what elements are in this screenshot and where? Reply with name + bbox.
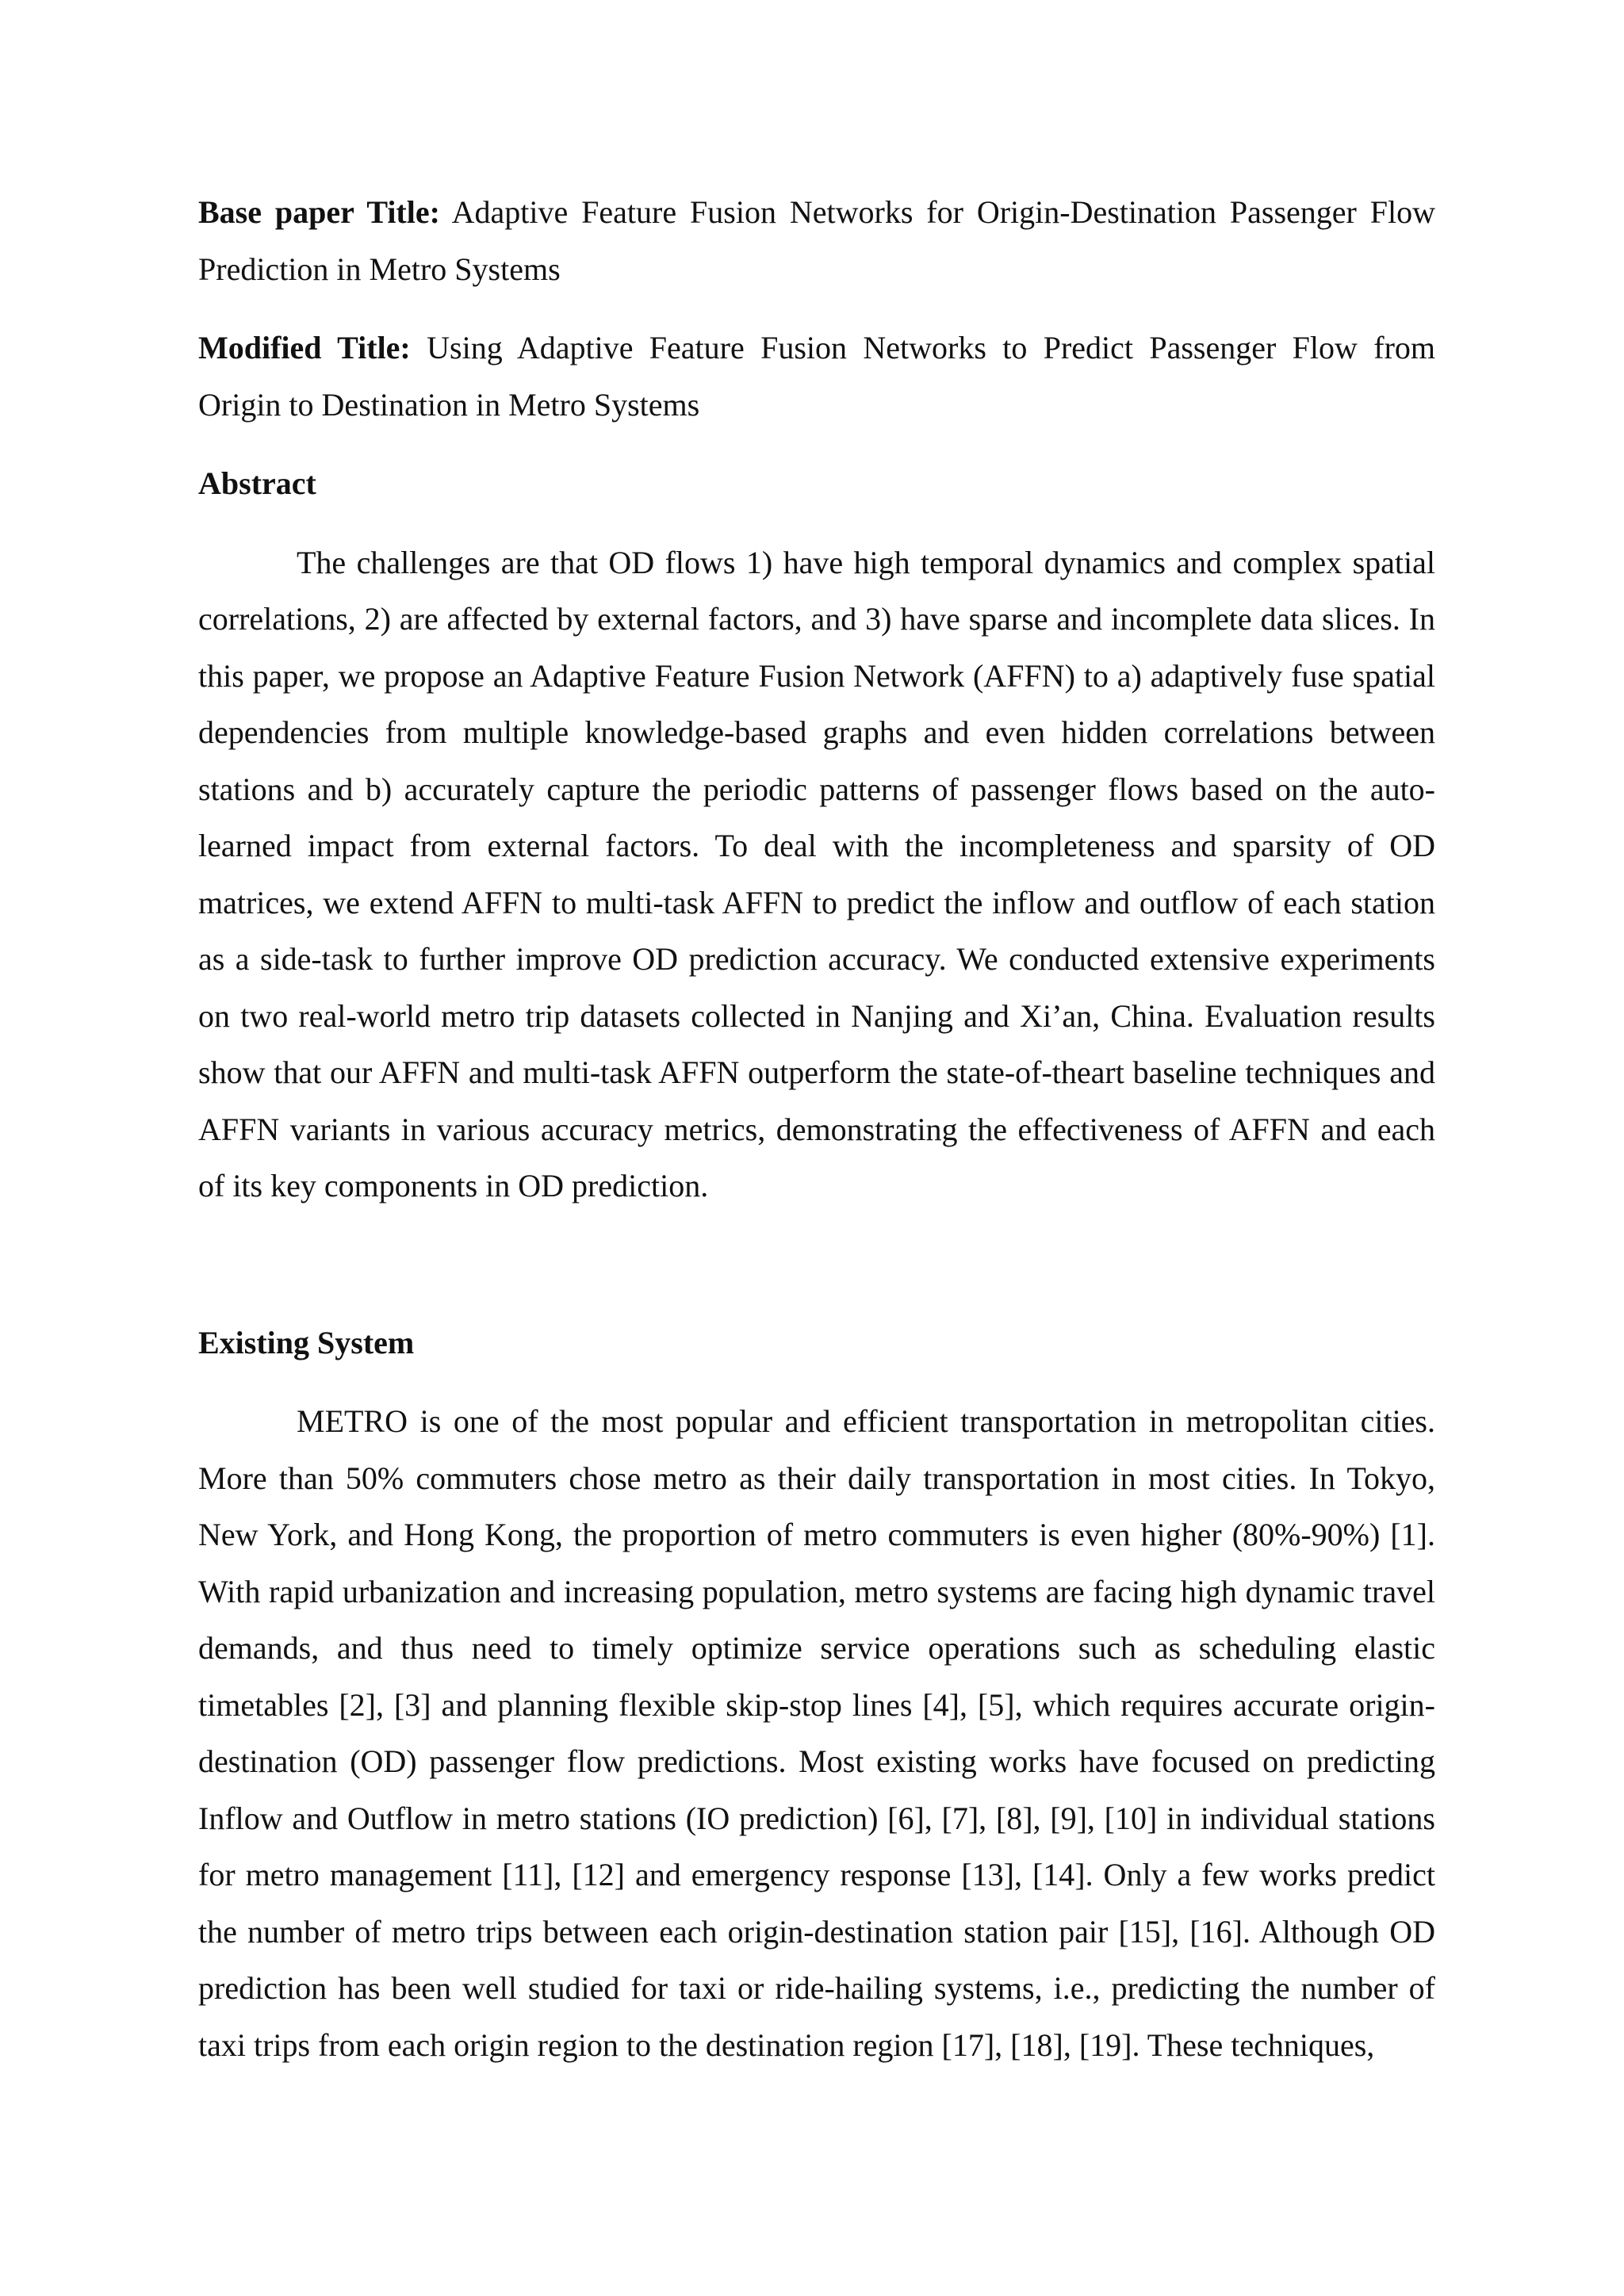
modified-title-label: Modified Title:: [198, 330, 411, 365]
base-paper-title-label: Base paper Title:: [198, 194, 440, 230]
base-paper-title: [198, 184, 1435, 297]
modified-title: [198, 320, 1435, 433]
abstract-heading: Abstract: [198, 465, 316, 501]
modified-title-text: Using Adaptive Feature Fusion Networks to Predict Passenger Flow from Origin to Destination in Metro Systems: [198, 330, 1436, 423]
document-page: [198, 184, 1435, 2073]
existing-system-heading: Existing System: [198, 1324, 415, 1360]
base-paper-title-text: Adaptive Feature Fusion Networks for Origin-Destination Passenger Flow Prediction in Metro Systems: [198, 194, 1436, 287]
existing-system-paragraph: METRO is one of the most popular and efficient transportation in metropolitan cities. More than 50% commuters chose metro as their daily transportation in most cities. In Tokyo, New York, and Hong Kong, the proportion of metro commuters is even higher (80%-90%) [1]. With rapid urbanization and increasing population, metro systems are facing high dynamic travel demands, and thus need to timely optimize service operations such as scheduling elastic timetables [2], [3] and planning flexible skip-stop lines [4], [5], which requires accurate origin-destination (OD) passenger flow predictions. Most existing works have focused on predicting Inflow and Outflow in metro stations (IO prediction) [6], [7], [8], [9], [10] in individual stations for metro management [11], [12] and emergency response [13], [14]. Only a few works predict the number of metro trips between each origin-destination station pair [15], [16]. Although OD prediction has been well studied for taxi or ride-hailing systems, i.e., predicting the number of taxi trips from each origin region to the destination region [17], [18], [19]. These techniques,: [198, 1403, 1435, 2063]
abstract-paragraph: The challenges are that OD flows 1) have high temporal dynamics and complex spatial correlations, 2) are affected by external factors, and 3) have sparse and incomplete data slices. In this paper, we propose an Adaptive Feature Fusion Network (AFFN) to a) adaptively fuse spatial dependencies from multiple knowledge-based graphs and even hidden correlations between stations and b) accurately capture the periodic patterns of passenger flows based on the auto-learned impact from external factors. To deal with the incompleteness and sparsity of OD matrices, we extend AFFN to multi-task AFFN to predict the inflow and outflow of each station as a side-task to further improve OD prediction accuracy. We conducted extensive experiments on two real-world metro trip datasets collected in Nanjing and Xi’an, China. Evaluation results show that our AFFN and multi-task AFFN outperform the state-of-theart baseline techniques and AFFN variants in various accuracy metrics, demonstrating the effectiveness of AFFN and each of its key components in OD prediction.: [198, 544, 1435, 1203]
